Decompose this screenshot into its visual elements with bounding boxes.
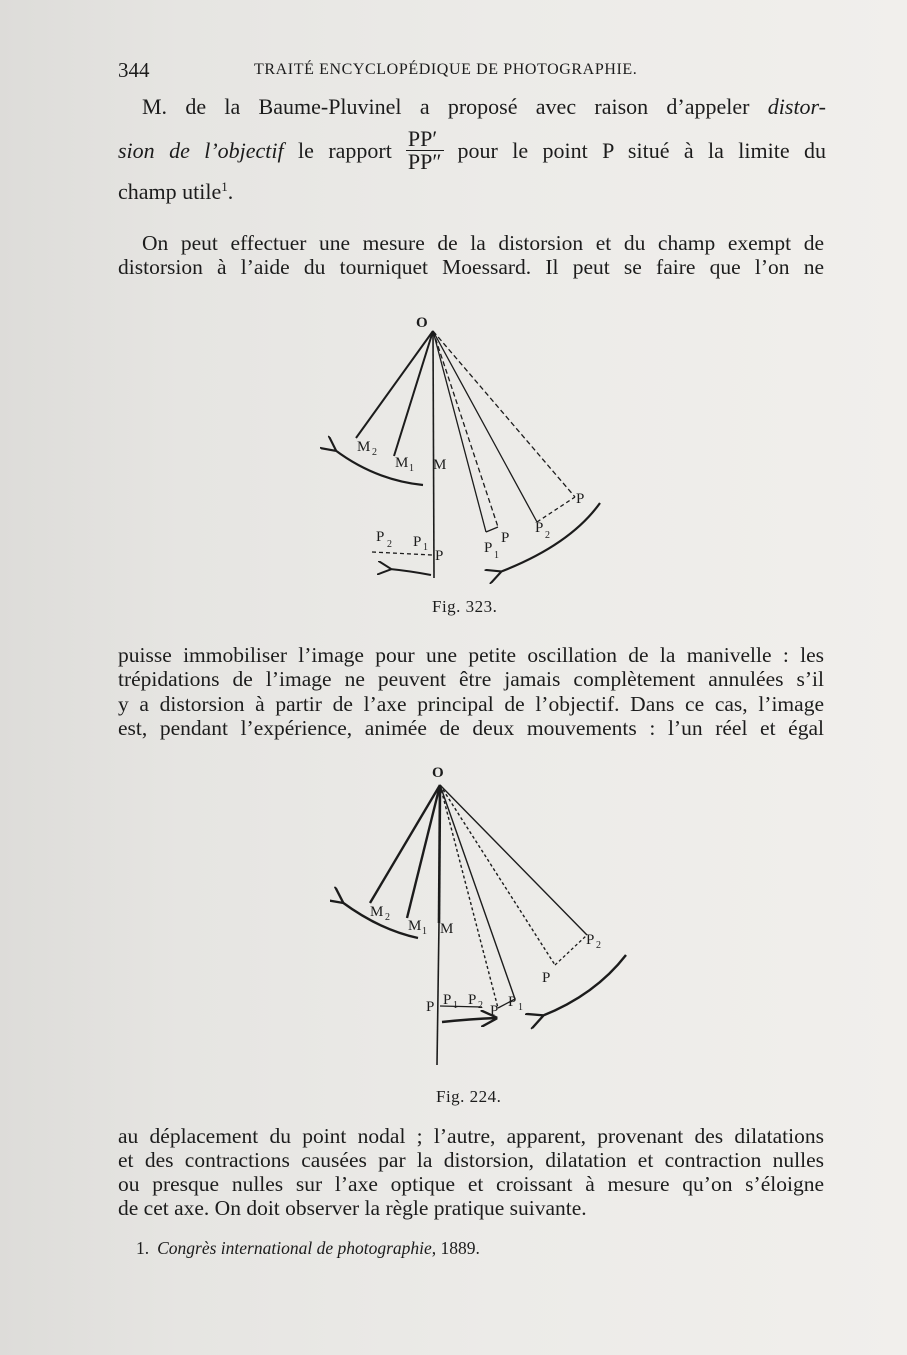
label-p2-a: P xyxy=(468,992,477,1008)
label-p2-right: P xyxy=(535,520,544,536)
ray-o-m2 xyxy=(370,785,440,903)
ray-o-m1 xyxy=(394,331,433,456)
label-p2-left: P xyxy=(376,529,385,545)
ray-o-p2 xyxy=(433,331,537,522)
fraction-denominator: PP″ xyxy=(407,149,442,175)
label-p-axis: P xyxy=(426,999,435,1015)
axis-o-m xyxy=(439,785,440,923)
fraction-pp xyxy=(406,128,444,173)
paragraph-3-line: est, pendant l’expérience, animée de deux mouvements : l’un réel et égal xyxy=(118,715,824,740)
ray-o-m1 xyxy=(407,785,440,918)
paragraph-4 xyxy=(118,1124,824,1220)
paragraph-2-line: distorsion à l’aide du tourniquet Moessard. Il peut se faire que l’on ne xyxy=(118,255,824,279)
label-m: M xyxy=(433,457,447,473)
label-p2-a-subscript: 2 xyxy=(478,1000,483,1011)
paragraph-3 xyxy=(118,643,824,740)
small-arrow-left xyxy=(390,569,431,575)
paragraph-3-line: trépidations de l’image ne peuvent être jamais complètement annulées s’il xyxy=(118,667,824,692)
paragraph-4-line: au déplacement du point nodal ; l’autre, apparent, provenant des dilatations xyxy=(118,1124,824,1148)
text-run: champ utile xyxy=(118,179,222,204)
segment-p-p2-dashed xyxy=(555,935,587,965)
label-p1-mid: P xyxy=(484,540,493,556)
segment-p1-p xyxy=(486,527,498,532)
paragraph-4-line: de cet axe. On doit observer la règle pratique suivante. xyxy=(118,1196,587,1220)
label-m1-subscript: 1 xyxy=(422,926,427,937)
label-p1-left-subscript: 1 xyxy=(423,542,428,553)
ray-o-p-far-dashed xyxy=(440,785,555,965)
italic-term: distor- xyxy=(767,94,826,119)
text-run: pour le point P situé à la limite du xyxy=(457,138,827,163)
footnote-year: , 1889. xyxy=(431,1238,480,1258)
figure-323-diagram xyxy=(320,305,620,590)
paragraph-3-line: y a distorsion à partir de l’axe principal de l’objectif. Dans ce cas, l’image xyxy=(118,691,824,716)
axis-o-p xyxy=(433,331,434,578)
page-number: 344 xyxy=(118,58,150,82)
figure-224-caption: Fig. 224. xyxy=(436,1087,502,1106)
label-p1-mid-subscript: 1 xyxy=(494,550,499,561)
label-o: O xyxy=(416,315,428,331)
paragraph-4-line: et des contractions causées par la distorsion, dilatation et contraction nulles xyxy=(118,1148,824,1172)
label-p-mid: P xyxy=(490,1003,499,1019)
fraction-numerator: PP′ xyxy=(406,128,444,151)
label-p2-far-subscript: 2 xyxy=(596,940,601,951)
figure-224-diagram xyxy=(330,755,640,1085)
ray-o-p2-far xyxy=(440,785,587,935)
label-m: M xyxy=(440,921,454,937)
paragraph-1-line-2 xyxy=(118,125,826,177)
paragraph-1-line-3 xyxy=(118,177,826,207)
label-m1: M xyxy=(408,918,422,934)
italic-term-cont: sion de l’objectif xyxy=(118,138,284,163)
text-run: . xyxy=(227,179,234,204)
paragraph-3-line: puisse immobiliser l’image pour une petite oscillation de la manivelle : les xyxy=(118,643,824,667)
label-m1-subscript: 1 xyxy=(409,463,414,474)
paragraph-1-line-1 xyxy=(118,95,826,125)
label-m2-subscript: 2 xyxy=(385,912,390,923)
footnote-reference[interactable]: 1 xyxy=(221,179,228,194)
ray-o-p1 xyxy=(440,785,515,999)
segment-p2-p-dashed xyxy=(537,497,575,522)
label-p1-a: P xyxy=(443,992,452,1008)
footnote xyxy=(136,1238,480,1259)
label-p2-left-subscript: 2 xyxy=(387,539,392,550)
label-m2: M xyxy=(370,904,384,920)
label-p1-b-subscript: 1 xyxy=(518,1002,523,1013)
paragraph-2-line: On peut effectuer une mesure de la distorsion et du champ exempt de xyxy=(142,231,824,255)
arc-arrow-lower xyxy=(542,955,626,1016)
label-p-mid: P xyxy=(501,530,510,546)
text-run: M. de la Baume-Pluvinel a proposé avec raison d’appeler xyxy=(142,94,768,119)
page-header xyxy=(118,58,830,86)
label-p1-a-subscript: 1 xyxy=(453,1000,458,1011)
label-p-axis: P xyxy=(435,548,444,564)
paragraph-1 xyxy=(118,95,826,207)
footnote-number: 1. xyxy=(136,1238,150,1258)
footnote-title: Congrès international de photographie xyxy=(157,1238,432,1258)
label-m2: M xyxy=(357,439,371,455)
ray-o-p-dashed xyxy=(440,785,498,1008)
label-p-far: P xyxy=(576,491,585,507)
label-p2-right-subscript: 2 xyxy=(545,530,550,541)
figure-323-caption: Fig. 323. xyxy=(432,597,498,616)
small-arrow-right xyxy=(442,1018,496,1022)
paragraph-4-line: ou presque nulles sur l’axe optique et croissant à mesure qu’on s’éloigne xyxy=(118,1172,824,1196)
label-m1: M xyxy=(395,455,409,471)
label-p-far: P xyxy=(542,970,551,986)
label-o: O xyxy=(432,765,444,781)
label-m2-subscript: 2 xyxy=(372,447,377,458)
running-title: TRAITÉ ENCYCLOPÉDIQUE DE PHOTOGRAPHIE. xyxy=(254,61,638,78)
ray-o-m2 xyxy=(356,331,433,438)
label-p1-b: P xyxy=(508,994,517,1010)
axis-m-bottom xyxy=(437,923,439,1065)
ray-o-p-dashed xyxy=(433,331,498,527)
text-run: le rapport xyxy=(283,138,392,163)
label-p1-left: P xyxy=(413,534,422,550)
label-p2-far: P xyxy=(586,932,595,948)
paragraph-2 xyxy=(118,231,824,279)
